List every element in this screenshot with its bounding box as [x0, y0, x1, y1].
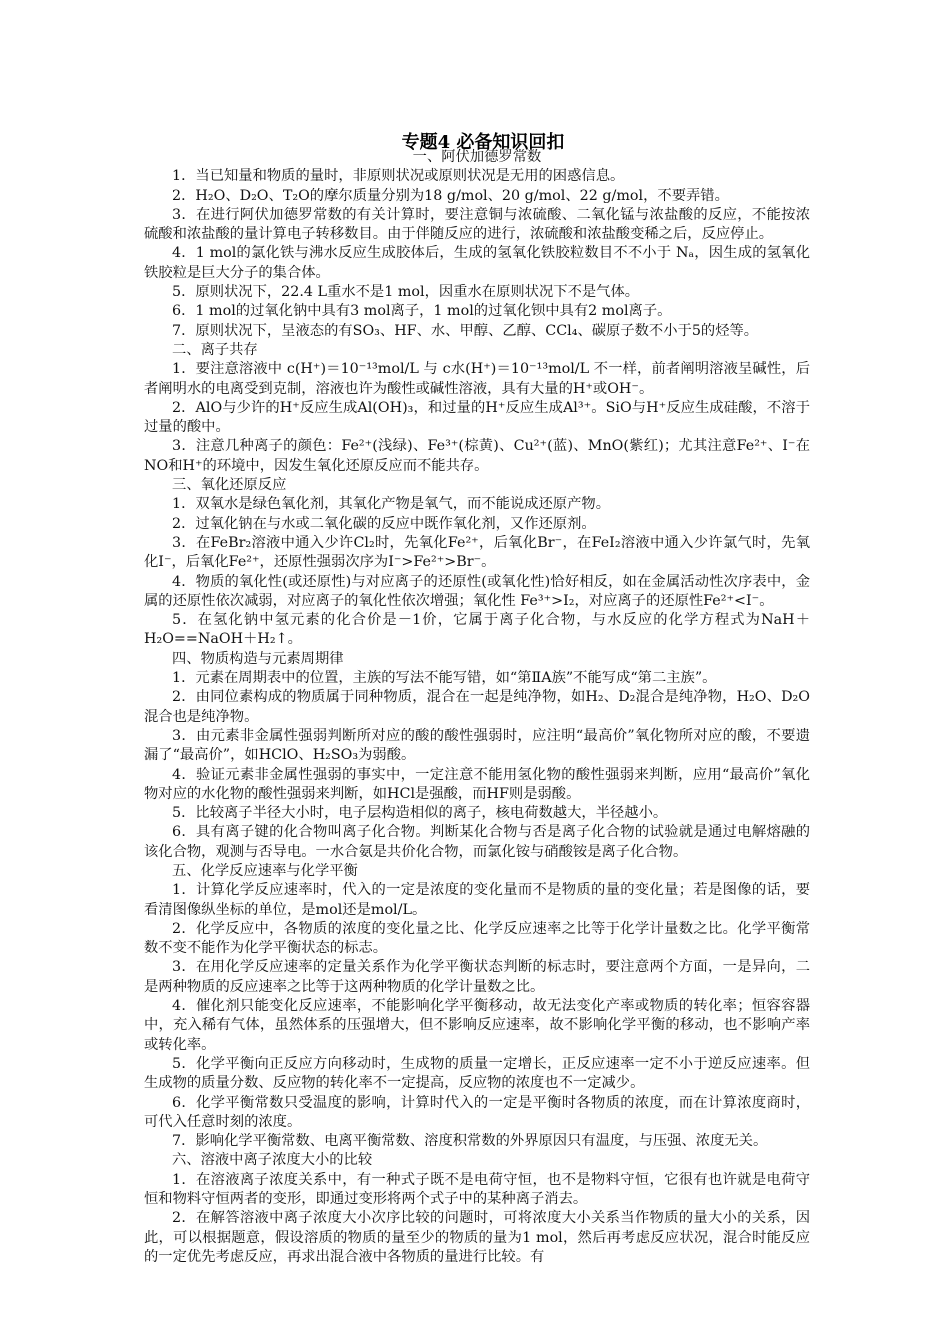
paragraph: 4．1 mol的氯化铁与沸水反应生成胶体后，生成的氢氧化铁胶粒数目不不小于 Nₐ，因生成的氢氧化铁胶粒是巨大分子的集合体。: [144, 245, 810, 281]
section-heading: 一、阿伏加德罗常数: [412, 149, 542, 165]
paragraph: 1．在溶液离子浓度关系中，有一种式子既不是电荷守恒，也不是物料守恒，它很有也许就是电荷守恒和物料守恒两者的变形，即通过变形将两个式子中的某种离子消去。: [144, 1171, 810, 1208]
paragraph: 5．比较离子半径大小时，电子层构造相似的离子，核电荷数越大，半径越小。: [172, 805, 668, 822]
paragraph: 1．双氧水是绿色氧化剂，其氧化产物是氧气，而不能说成还原产物。: [172, 496, 610, 513]
paragraph: 5．化学平衡向正反应方向移动时，生成物的质量一定增长，正反应速率一定不小于逆反应速率。但生成物的质量分数、反应物的转化率不一定提高，反应物的浓度也不一定减少。: [144, 1055, 810, 1092]
paragraph: 3．注意几种离子的颜色：Fe²⁺(浅绿)、Fe³⁺(棕黄)、Cu²⁺(蓝)、MnO(紫红)；尤其注意Fe²⁺、I⁻在NO和H⁺的环境中，因发生氧化还原反应而不能共存。: [144, 438, 810, 474]
paragraph: 7．影响化学平衡常数、电离平衡常数、溶度积常数的外界原因只有温度，与压强、浓度无关。: [172, 1133, 768, 1150]
paragraph: 2．化学反应中，各物质的浓度的变化量之比、化学反应速率之比等于化学计量数之比。化学平衡常数不变不能作为化学平衡状态的标志。: [144, 920, 810, 957]
paragraph: 2．H₂O、D₂O、T₂O的摩尔质量分别为18 g/mol、20 g/mol、22 g/mol，不要弄错。: [172, 187, 729, 204]
paragraph: 6．化学平衡常数只受温度的影响，计算时代入的一定是平衡时各物质的浓度，而在计算浓度商时，可代入任意时刻的浓度。: [144, 1094, 810, 1130]
paragraph: 2．过氧化钠在与水或二氧化碳的反应中既作氧化剂，又作还原剂。: [172, 515, 596, 532]
paragraph: 1．要注意溶液中 c(H⁺)＝10⁻¹³mol/L 与 c水(H⁺)＝10⁻¹³mol/L 不一样，前者阐明溶液呈碱性，后者阐明水的电离受到克制，溶液也许为酸性或碱性溶液，具有大量的H⁺或OH⁻。: [144, 361, 810, 397]
paragraph: 1．当已知量和物质的量时，非原则状况或原则状况是无用的困惑信息。: [172, 168, 625, 185]
section-heading: 三、氧化还原反应: [172, 477, 287, 494]
paragraph: 2．AlO与少许的H⁺反应生成Al(OH)₃，和过量的H⁺反应生成Al³⁺。SiO与H⁺反应生成硅酸，不溶于过量的酸中。: [144, 399, 810, 436]
paragraph: 3．在用化学反应速率的定量关系作为化学平衡状态判断的标志时，要注意两个方面，一是异向，二是两种物质的反应速率之比等于这两种物质的化学计量数之比。: [144, 959, 810, 995]
paragraph: 6．具有离子键的化合物叫离子化合物。判断某化合物与否是离子化合物的试验就是通过电解熔融的该化合物，观测与否导电。一水合氨是共价化合物，而氯化铵与硝酸铵是离子化合物。: [144, 824, 810, 860]
paragraph: 4．物质的氧化性(或还原性)与对应离子的还原性(或氧化性)恰好相反，如在金属活动性次序表中，金属的还原性依次减弱，对应离子的氧化性依次增强；氧化性 Fe³⁺>I₂，对应离子的还原性Fe²⁺<I⁻。: [144, 573, 810, 609]
page-title: 专题4 必备知识回扣: [401, 132, 565, 153]
paragraph: 3．在进行阿伏加德罗常数的有关计算时，要注意铜与浓硫酸、二氧化锰与浓盐酸的反应，不能按浓硫酸和浓盐酸的量计算电子转移数目。由于伴随反应的进行，浓硫酸和浓盐酸变稀之后，反应停止。: [144, 206, 810, 243]
paragraph: 7．原则状况下，呈液态的有SO₃、HF、水、甲醇、乙醇、CCl₄、碳原子数不小于5的烃等。: [172, 322, 759, 339]
paragraph: 2．在解答溶液中离子浓度大小次序比较的问题时，可将浓度大小关系当作物质的量大小的关系，因此，可以根据题意，假设溶质的物质的量至少的物质的量为1 mol，然后再考虑反应状况，混合时能反应的一定优先考虑反应，再求出混合液中各物质的量进行比较。有: [144, 1210, 810, 1265]
paragraph: 3．在FeBr₂溶液中通入少许Cl₂时，先氧化Fe²⁺，后氧化Br⁻，在FeI₂溶液中通入少许氯气时，先氧化I⁻，后氧化Fe²⁺，还原性强弱次序为I⁻>Fe²⁺>Br⁻。: [144, 534, 810, 571]
paragraph: 4．催化剂只能变化反应速率，不能影响化学平衡移动，故无法变化产率或物质的转化率；恒容容器中，充入稀有气体，虽然体系的压强增大，但不影响反应速率，故不影响化学平衡的移动，也不影响产率或转化率。: [144, 998, 810, 1053]
document-page: [144, 131, 810, 1267]
document-body: [144, 148, 810, 1267]
paragraph: 4．验证元素非金属性强弱的事实中，一定注意不能用氢化物的酸性强弱来判断，应用“最高价”氧化物对应的水化物的酸性强弱来判断，如HCl是强酸，而HF则是弱酸。: [144, 766, 810, 802]
paragraph: 1．计算化学反应速率时，代入的一定是浓度的变化量而不是物质的量的变化量；若是图像的话，要看清图像纵坐标的单位，是mol还是mol/L。: [144, 882, 810, 918]
section-heading: 四、物质构造与元素周期律: [172, 650, 344, 667]
section-heading: 五、化学反应速率与化学平衡: [172, 862, 358, 879]
section-heading: 六、溶液中离子浓度大小的比较: [172, 1152, 373, 1169]
paragraph: 2．由同位素构成的物质属于同种物质，混合在一起是纯净物，如H₂、D₂混合是纯净物，H₂O、D₂O混合也是纯净物。: [144, 689, 810, 725]
paragraph: 1．元素在周期表中的位置，主族的写法不能写错，如“第ⅡA族”不能写成“第二主族”。: [172, 670, 717, 687]
paragraph: 3．由元素非金属性强弱判断所对应的酸的酸性强弱时，应注明“最高价”氧化物所对应的酸，不要遗漏了“最高价”，如HClO、H₂SO₃为弱酸。: [144, 727, 810, 764]
section-heading: 二、离子共存: [172, 341, 258, 358]
paragraph: 5．原则状况下，22.4 L重水不是1 mol，因重水在原则状况下不是气体。: [172, 284, 640, 301]
paragraph: 5．在氢化钠中氢元素的化合价是－1价，它属于离子化合物，与水反应的化学方程式为NaH＋H₂O==NaOH＋H₂↑。: [144, 612, 810, 648]
paragraph: 6．1 mol的过氧化钠中具有3 mol离子，1 mol的过氧化钡中具有2 mol离子。: [172, 303, 672, 320]
